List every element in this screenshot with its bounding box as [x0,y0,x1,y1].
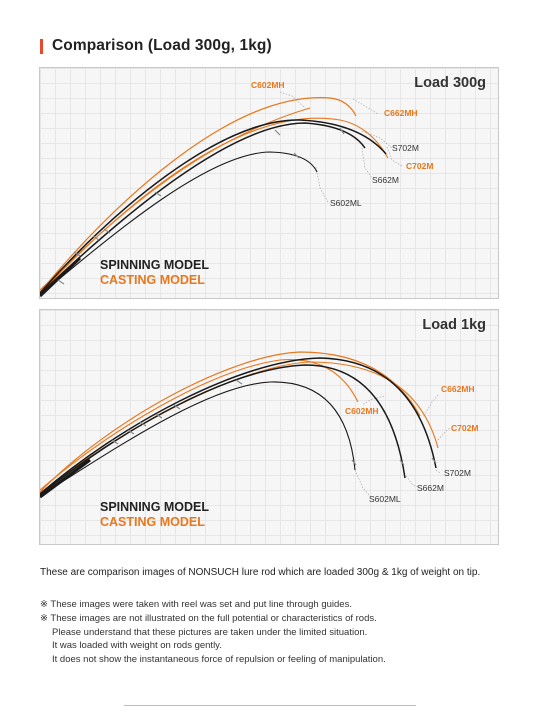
rod-butt-section [40,460,90,497]
notes-list [40,598,386,667]
legend [100,500,209,530]
load-300g-panel [39,67,499,299]
note-item: ※ These images were taken with reel was set and put line through guides. [40,599,352,610]
label-s602ml: S602ML [369,494,401,504]
label-c602mh: C602MH [251,80,285,90]
load-title: Load 1kg [422,317,486,333]
rod-curve-c602mh [40,360,358,490]
load-title: Load 300g [414,75,486,91]
heading-accent-bar [40,39,43,54]
label-s602ml: S602ML [330,198,362,208]
label-c602mh: C602MH [345,406,379,416]
label-c662mh: C662MH [384,108,418,118]
section-heading [40,36,272,56]
load-1kg-panel [39,309,499,545]
label-c702m: C702M [451,423,479,433]
heading-title: Comparison (Load 300g, 1kg) [52,37,272,54]
legend-casting: CASTING MODEL [100,273,205,287]
label-c662mh: C662MH [441,384,475,394]
note-item: Please understand that these pictures are taken under the limited situation. [52,626,368,638]
legend [100,258,209,288]
note-item: It was loaded with weight on rods gently. [52,640,222,652]
label-s702m: S702M [392,143,419,153]
rod-curve-s662m [40,365,405,495]
label-c702m: C702M [406,161,434,171]
note-item: It does not show the instantaneous force of repulsion or feeling of manipulation. [52,654,386,666]
legend-casting: CASTING MODEL [100,515,205,529]
comparison-caption: These are comparison images of NONSUCH lure rod which are loaded 300g & 1kg of weight on tip. [40,567,481,578]
legend-spinning: SPINNING MODEL [100,258,210,272]
rod-butt-section [40,258,80,296]
casting-rods [40,98,388,294]
label-s662m: S662M [372,175,399,185]
legend-spinning: SPINNING MODEL [100,500,210,514]
label-s702m: S702M [444,468,471,478]
spinning-rods [40,358,436,496]
label-s662m: S662M [417,483,444,493]
note-item: ※ These images are not illustrated on the full potential or characteristics of rods. [40,612,377,624]
footer-divider [124,705,416,706]
rod-curve-s602ml [40,382,355,496]
